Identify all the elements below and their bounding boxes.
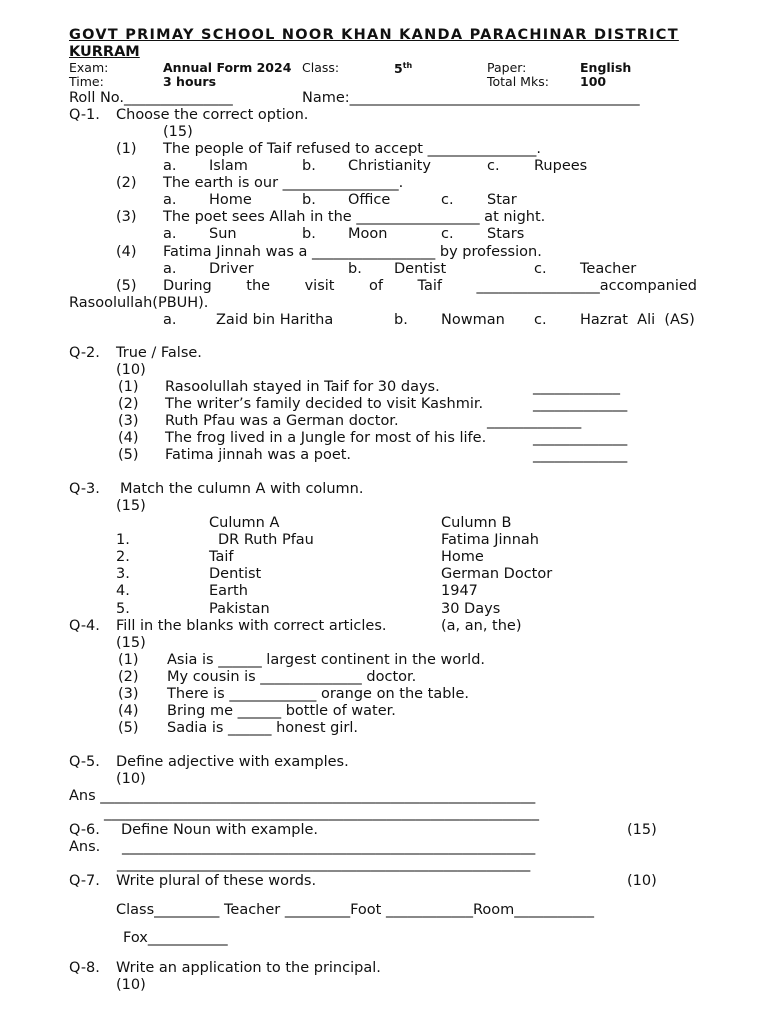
q4-sentence[interactable]: Sadia is ______ honest girl.: [167, 720, 358, 736]
class-value: 5th: [394, 61, 413, 77]
option-c[interactable]: Hazrat Ali (AS): [580, 312, 695, 328]
option-c-letter: c.: [441, 192, 454, 208]
time-value: 3 hours: [163, 74, 217, 89]
option-c-letter: c.: [441, 226, 454, 242]
option-a[interactable]: Zaid bin Haritha: [216, 312, 334, 328]
q1-item-question[interactable]: The earth is our ________________.: [163, 175, 404, 191]
q2-text: True / False.: [116, 345, 202, 361]
q4-number: Q-4.: [69, 618, 100, 634]
q5-text: Define adjective with examples.: [116, 754, 349, 770]
q2-statement: The writer’s family decided to visit Kashmir.: [165, 396, 484, 412]
total-marks-label: Total Mks:: [487, 74, 549, 89]
q3-text: Match the culumn A with column.: [120, 481, 364, 497]
q5-answer-line[interactable]: Ans ____________________________________________________________: [69, 788, 536, 804]
option-a-letter: a.: [163, 261, 177, 277]
option-a[interactable]: Sun: [209, 226, 237, 242]
exam-value: Annual Form 2024: [163, 60, 292, 75]
option-c[interactable]: Rupees: [534, 158, 588, 174]
q2-number: Q-2.: [69, 345, 100, 361]
q2-statement: Rasoolullah stayed in Taif for 30 days.: [165, 379, 440, 395]
column-b-header: Culumn B: [441, 515, 512, 531]
option-a-letter: a.: [163, 158, 177, 174]
q6-text: Define Noun with example.: [121, 822, 319, 838]
school-title-line1: GOVT PRIMAY SCHOOL NOOR KHAN KANDA PARACHINAR DISTRICT: [69, 27, 679, 43]
q1-item-number: (2): [116, 175, 137, 191]
q2-marks: (10): [116, 362, 146, 378]
q4-item-number: (4): [118, 703, 139, 719]
q1-item-number: (3): [116, 209, 137, 225]
option-b[interactable]: Nowman: [441, 312, 505, 328]
option-c[interactable]: Star: [487, 192, 517, 208]
match-column-a[interactable]: Pakistan: [209, 601, 270, 617]
option-c-letter: c.: [487, 158, 500, 174]
option-b-letter: b.: [348, 261, 362, 277]
q2-item-number: (1): [118, 379, 139, 395]
q8-marks: (10): [116, 977, 146, 993]
q5-answer-line-2[interactable]: ____________________________________________________________: [104, 805, 539, 821]
q2-item-number: (3): [118, 413, 139, 429]
q5-number: Q-5.: [69, 754, 100, 770]
q1-text: Choose the correct option.: [116, 107, 309, 123]
q7-number: Q-7.: [69, 873, 100, 889]
match-column-b[interactable]: Fatima Jinnah: [441, 532, 539, 548]
option-a-letter: a.: [163, 312, 177, 328]
name-field[interactable]: Name:________________________________________: [302, 90, 640, 106]
match-row-number: 5.: [116, 601, 130, 617]
q2-item-number: (5): [118, 447, 139, 463]
option-b-letter: b.: [302, 226, 316, 242]
q8-number: Q-8.: [69, 960, 100, 976]
q2-statement: Fatima jinnah was a poet.: [165, 447, 352, 463]
option-b[interactable]: Christianity: [348, 158, 431, 174]
q7-text: Write plural of these words.: [116, 873, 317, 889]
option-b-letter: b.: [302, 192, 316, 208]
q2-item-number: (4): [118, 430, 139, 446]
q2-statement: Ruth Pfau was a German doctor.: [165, 413, 399, 429]
q1-item-number: (5): [116, 278, 137, 294]
option-b-letter: b.: [394, 312, 408, 328]
option-c[interactable]: Teacher: [580, 261, 637, 277]
q1-item-number: (1): [116, 141, 137, 157]
q2-answer-blank[interactable]: _____________: [533, 430, 628, 446]
q7-plural-blanks[interactable]: Class_________ Teacher _________Foot ____________Room___________: [116, 902, 595, 918]
q2-answer-blank[interactable]: _____________: [533, 447, 628, 463]
match-column-a[interactable]: Dentist: [209, 566, 262, 582]
q6-answer-label: Ans.: [69, 839, 101, 855]
match-row-number: 4.: [116, 583, 130, 599]
option-b[interactable]: Dentist: [394, 261, 447, 277]
q4-item-number: (2): [118, 669, 139, 685]
paper-value: English: [580, 60, 632, 75]
q6-answer-line[interactable]: _________________________________________________________: [122, 839, 536, 855]
q4-item-number: (1): [118, 652, 139, 668]
option-c[interactable]: Stars: [487, 226, 525, 242]
q3-number: Q-3.: [69, 481, 100, 497]
option-b[interactable]: Moon: [348, 226, 388, 242]
match-column-b[interactable]: 30 Days: [441, 601, 501, 617]
option-a[interactable]: Driver: [209, 261, 254, 277]
q1-item-number: (4): [116, 244, 137, 260]
match-column-b[interactable]: German Doctor: [441, 566, 553, 582]
q1-marks: (15): [163, 124, 193, 140]
time-label: Time:: [69, 74, 104, 89]
option-b[interactable]: Office: [348, 192, 391, 208]
q2-item-number: (2): [118, 396, 139, 412]
column-a-header: Culumn A: [209, 515, 280, 531]
match-column-a[interactable]: Earth: [209, 583, 248, 599]
q6-marks: (15): [627, 822, 657, 838]
match-row-number: 3.: [116, 566, 130, 582]
q2-answer-blank[interactable]: ____________: [533, 379, 620, 395]
q6-answer-line-2[interactable]: _________________________________________________________: [117, 856, 531, 872]
option-a-letter: a.: [163, 192, 177, 208]
exam-label: Exam:: [69, 60, 109, 75]
q1-item-question-cont: Rasoolullah(PBUH).: [69, 295, 209, 311]
option-c-letter: c.: [534, 312, 547, 328]
class-label: Class:: [302, 60, 340, 75]
q1-item-question[interactable]: Fatima Jinnah was a _________________ by profession.: [163, 244, 542, 260]
q6-number: Q-6.: [69, 822, 100, 838]
option-b-letter: b.: [302, 158, 316, 174]
q4-text: Fill in the blanks with correct articles.: [116, 618, 387, 634]
roll-no-field[interactable]: Roll No._______________: [69, 90, 233, 106]
q4-item-number: (3): [118, 686, 139, 702]
q4-sentence[interactable]: Bring me ______ bottle of water.: [167, 703, 396, 719]
match-column-b[interactable]: 1947: [441, 583, 478, 599]
q4-marks: (15): [116, 635, 146, 651]
match-row-number: 2.: [116, 549, 130, 565]
q7-marks: (10): [627, 873, 657, 889]
q1-number: Q-1.: [69, 107, 100, 123]
q3-marks: (15): [116, 498, 146, 514]
school-title-line2: KURRAM: [69, 44, 140, 60]
q2-answer-blank[interactable]: _____________: [533, 396, 628, 412]
q1-item-question[interactable]: During the visit of Taif _________________accompanied: [163, 278, 697, 294]
match-column-a[interactable]: Taif: [209, 549, 234, 565]
match-row-number: 1.: [116, 532, 130, 548]
q7-plural-blanks-2[interactable]: Fox___________: [123, 930, 228, 946]
q1-item-question[interactable]: The people of Taif refused to accept _______________.: [163, 141, 541, 157]
match-column-a[interactable]: DR Ruth Pfau: [218, 532, 314, 548]
q4-hint: (a, an, the): [441, 618, 522, 634]
total-marks-value: 100: [580, 74, 607, 89]
q8-text: Write an application to the principal.: [116, 960, 381, 976]
q4-item-number: (5): [118, 720, 139, 736]
q4-sentence[interactable]: There is ____________ orange on the table.: [167, 686, 469, 702]
paper-label: Paper:: [487, 60, 527, 75]
q5-marks: (10): [116, 771, 146, 787]
q2-statement: The frog lived in a Jungle for most of his life.: [165, 430, 487, 446]
option-a-letter: a.: [163, 226, 177, 242]
match-column-b[interactable]: Home: [441, 549, 484, 565]
q1-item-question[interactable]: The poet sees Allah in the _________________ at night.: [163, 209, 546, 225]
q4-sentence[interactable]: Asia is ______ largest continent in the world.: [167, 652, 486, 668]
q4-sentence[interactable]: My cousin is ______________ doctor.: [167, 669, 417, 685]
q2-answer-blank[interactable]: _____________: [487, 413, 582, 429]
option-a[interactable]: Islam: [209, 158, 248, 174]
option-a[interactable]: Home: [209, 192, 252, 208]
option-c-letter: c.: [534, 261, 547, 277]
